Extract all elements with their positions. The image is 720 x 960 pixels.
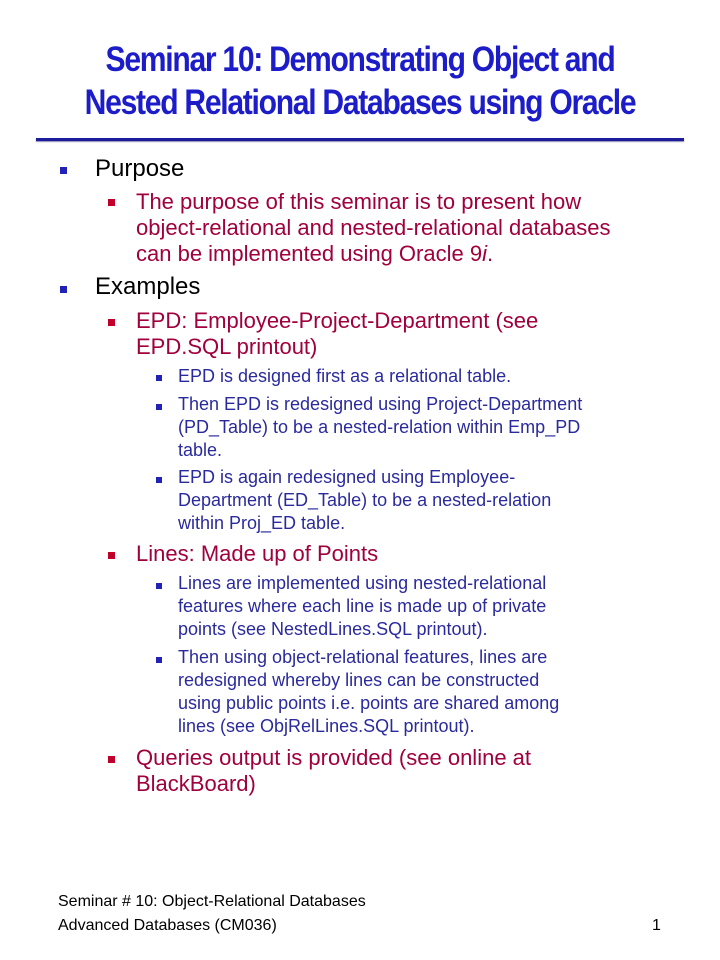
purpose-text-line-3: [136, 241, 493, 266]
square-bullet-icon: [156, 657, 162, 663]
purpose-text-line-3-prefix: can be implemented using Oracle 9: [136, 241, 483, 266]
purpose-text-line-3-italic: i: [482, 241, 487, 266]
lines-line-1: Lines: Made up of Points: [136, 541, 379, 566]
epd-sub-2-line-1: Then EPD is redesigned using Project-Department: [178, 394, 583, 414]
epd-line-2: EPD.SQL printout): [136, 334, 318, 359]
title-divider: [36, 138, 684, 141]
square-bullet-icon: [108, 319, 115, 326]
square-bullet-icon: [108, 756, 115, 763]
lines-sub-2-line-1: Then using object-relational features, lines are: [178, 647, 548, 667]
epd-sub-3-line-2: Department (ED_Table) to be a nested-relation: [178, 490, 552, 510]
epd-sub-3-line-3: within Proj_ED table.: [178, 513, 346, 533]
lines-sub-2-line-4: lines (see ObjRelLines.SQL printout).: [178, 716, 475, 736]
purpose-text-line-1: The purpose of this seminar is to present how: [136, 189, 582, 214]
page-number: 1: [652, 917, 661, 934]
square-bullet-icon: [156, 583, 162, 589]
square-bullet-icon: [108, 552, 115, 559]
purpose-text-line-3-suffix: .: [486, 241, 494, 266]
square-bullet-icon: [60, 286, 67, 293]
epd-line-1: EPD: Employee-Project-Department (see: [136, 308, 539, 333]
square-bullet-icon: [108, 199, 115, 206]
square-bullet-icon: [156, 477, 162, 483]
lines-sub-1-line-2: features where each line is made up of private: [178, 596, 547, 616]
title-line-1: Seminar 10: Demonstrating Object and: [105, 40, 615, 79]
square-bullet-icon: [60, 167, 67, 174]
title-line-2: Nested Relational Databases using Oracle: [84, 83, 636, 122]
lines-sub-1-line-1: Lines are implemented using nested-relational: [178, 573, 547, 593]
epd-sub-2-line-2: (PD_Table) to be a nested-relation within Emp_PD: [178, 417, 581, 437]
epd-sub-1-line-1: EPD is designed first as a relational table.: [178, 366, 512, 386]
footer-line-1: Seminar # 10: Object-Relational Databases: [58, 893, 366, 910]
lines-sub-2-line-3: using public points i.e. points are shared among: [178, 693, 560, 713]
slide-title: [50, 38, 669, 124]
lines-sub-2-line-2: redesigned whereby lines can be constructed: [178, 670, 540, 690]
epd-sub-2-line-3: table.: [178, 440, 223, 460]
lines-sub-1-line-3: points (see NestedLines.SQL printout).: [178, 619, 488, 639]
queries-line-2: BlackBoard): [136, 771, 256, 796]
epd-sub-3-line-1: EPD is again redesigned using Employee-: [178, 467, 516, 487]
square-bullet-icon: [156, 404, 162, 410]
footer-line-2: Advanced Databases (CM036): [58, 917, 277, 934]
purpose-text-line-2: object-relational and nested-relational databases: [136, 215, 611, 240]
examples-heading: Examples: [95, 273, 201, 300]
purpose-heading: Purpose: [95, 155, 185, 182]
queries-line-1: Queries output is provided (see online at: [136, 745, 532, 770]
square-bullet-icon: [156, 375, 162, 381]
